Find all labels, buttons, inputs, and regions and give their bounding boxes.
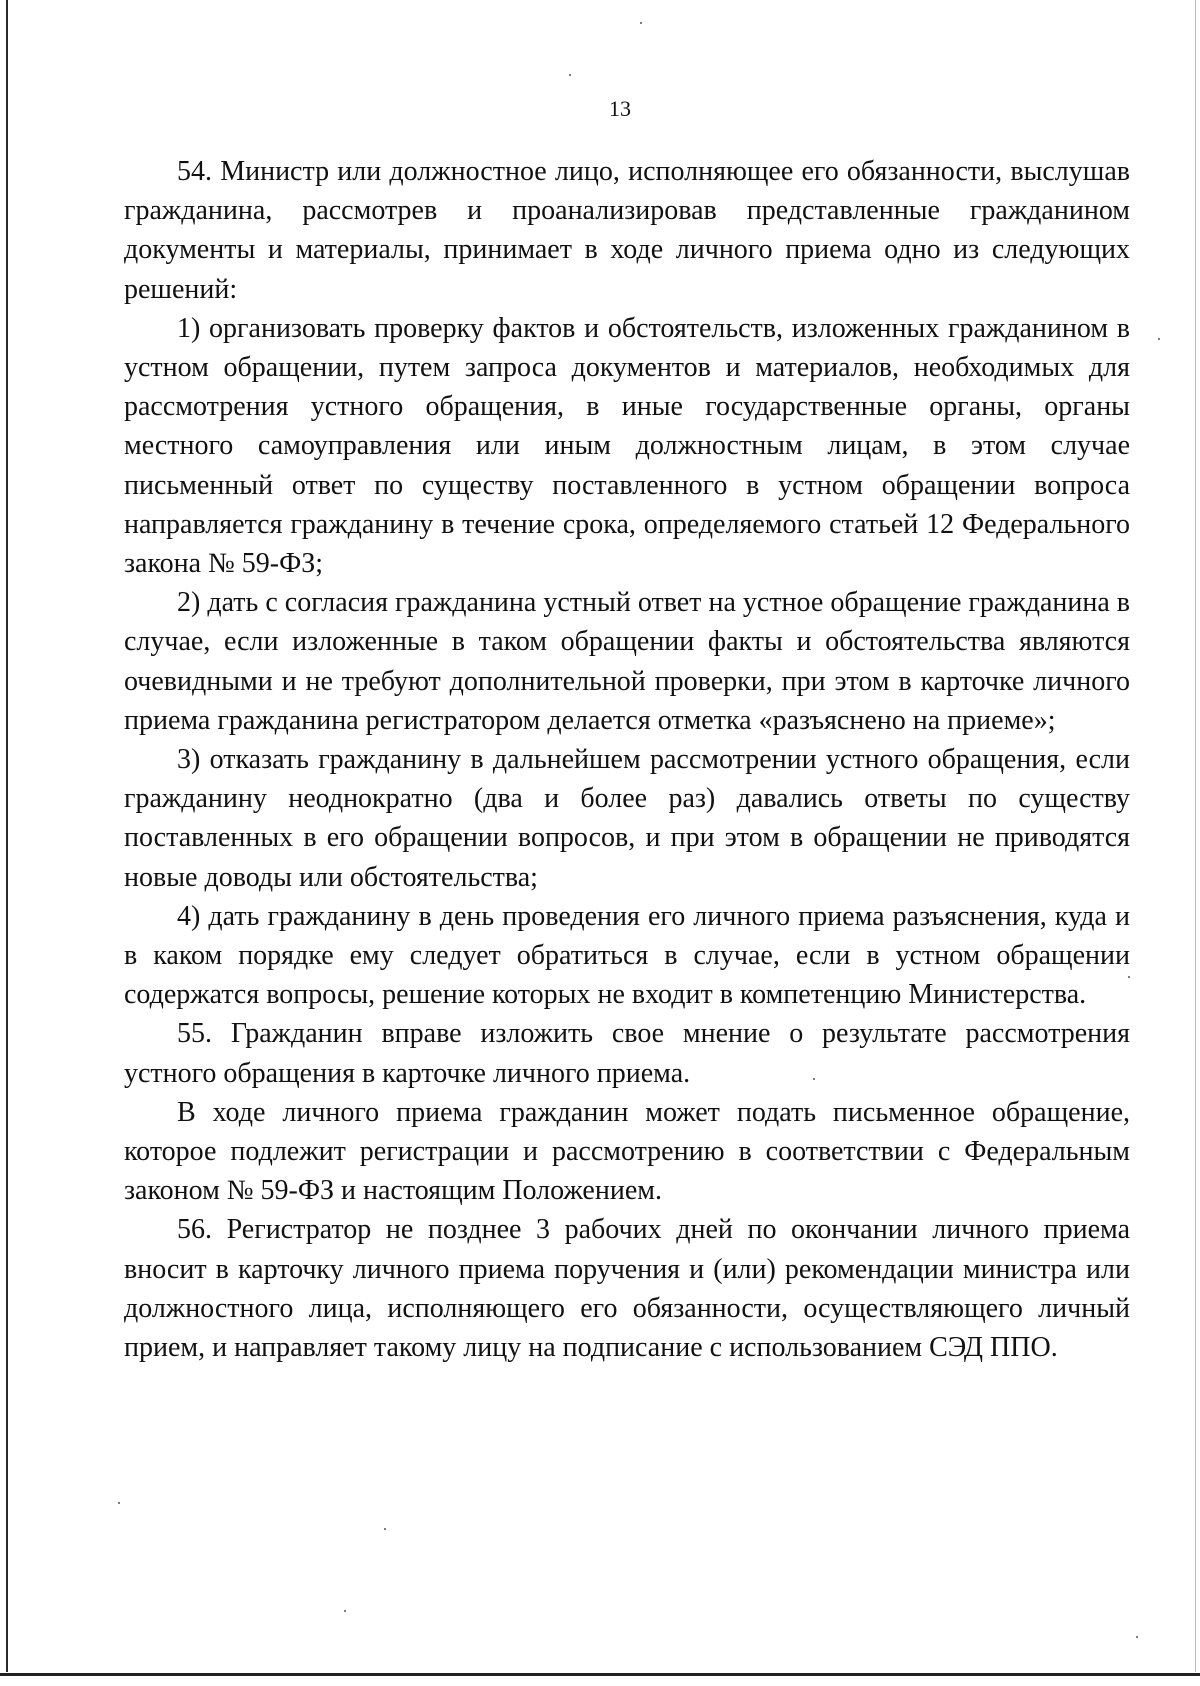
scan-edge-left [6, 0, 8, 1672]
scan-edge-bottom [0, 1673, 1200, 1676]
scan-speck [640, 22, 642, 24]
paragraph-55-continued: В ходе личного приема гражданин может подать письменное обращение, которое подлежит регистрации и рассмотрению в соответствии с Федеральным законом № 59-ФЗ и настоящим Положением. [124, 1096, 1130, 1207]
paragraph-54-item-4: 4) дать гражданину в день проведения его личного приема разъяснения, куда и в каком порядке ему следует обратиться в случае, если в устном обращении содержатся вопросы, решение которых не входит в компетенцию Министерства. [124, 900, 1130, 1011]
paragraph-54-item-2: 2) дать с согласия гражданина устный ответ на устное обращение гражданина в случае, если изложенные в таком обращении факты и обстоятельства являются очевидными и не требуют дополнительной проверки, при этом в карточке личного приема гражданина регистратором делается отметка «разъяснено на приеме»; [124, 587, 1130, 736]
document-body [124, 152, 1130, 1367]
scan-speck [1158, 338, 1160, 340]
paragraph-54: 54. Министр или должностное лицо, исполняющее его обязанности, выслушав гражданина, рассмотрев и проанализировав представленные гражданином документы и материалы, принимает в ходе личного приема одно из следующих решений: [124, 156, 1130, 305]
scan-speck [384, 1528, 386, 1530]
paragraph-54-item-3: 3) отказать гражданину в дальнейшем рассмотрении устного обращения, если гражданину неоднократно (два и более раз) давались ответы по существу поставленных в его обращении вопросов, и при этом в обращении не приводятся новые доводы или обстоятельства; [124, 744, 1130, 893]
paragraph-56: 56. Регистратор не позднее 3 рабочих дней по окончании личного приема вносит в карточку личного приема поручения и (или) рекомендации министра или должностного лица, исполняющего его обязанности, осуществляющего личный прием, и направляет такому лицу на подписание с использованием СЭД ППО. [124, 1214, 1130, 1364]
page-number: 13 [609, 96, 631, 121]
scan-speck [569, 74, 571, 76]
scan-edge-right [1195, 0, 1196, 1672]
scan-speck [344, 1610, 346, 1612]
scan-speck [1136, 1636, 1138, 1638]
paragraph-54-item-1: 1) организовать проверку фактов и обстоятельств, изложенных гражданином в устном обращении, путем запроса документов и материалов, необходимых для рассмотрения устного обращения, в иные государственные органы, органы местного самоуправления или иным должностным лицам, в этом случае письменный ответ по существу поставленного в устном обращении вопроса направляется гражданину в течение срока, определяемого статьей 12 Федерального закона № 59-ФЗ; [124, 312, 1130, 580]
scan-speck [118, 1502, 120, 1504]
paragraph-55: 55. Гражданин вправе изложить свое мнение о результате рассмотрения устного обращения в карточке личного приема. [124, 1018, 1130, 1089]
